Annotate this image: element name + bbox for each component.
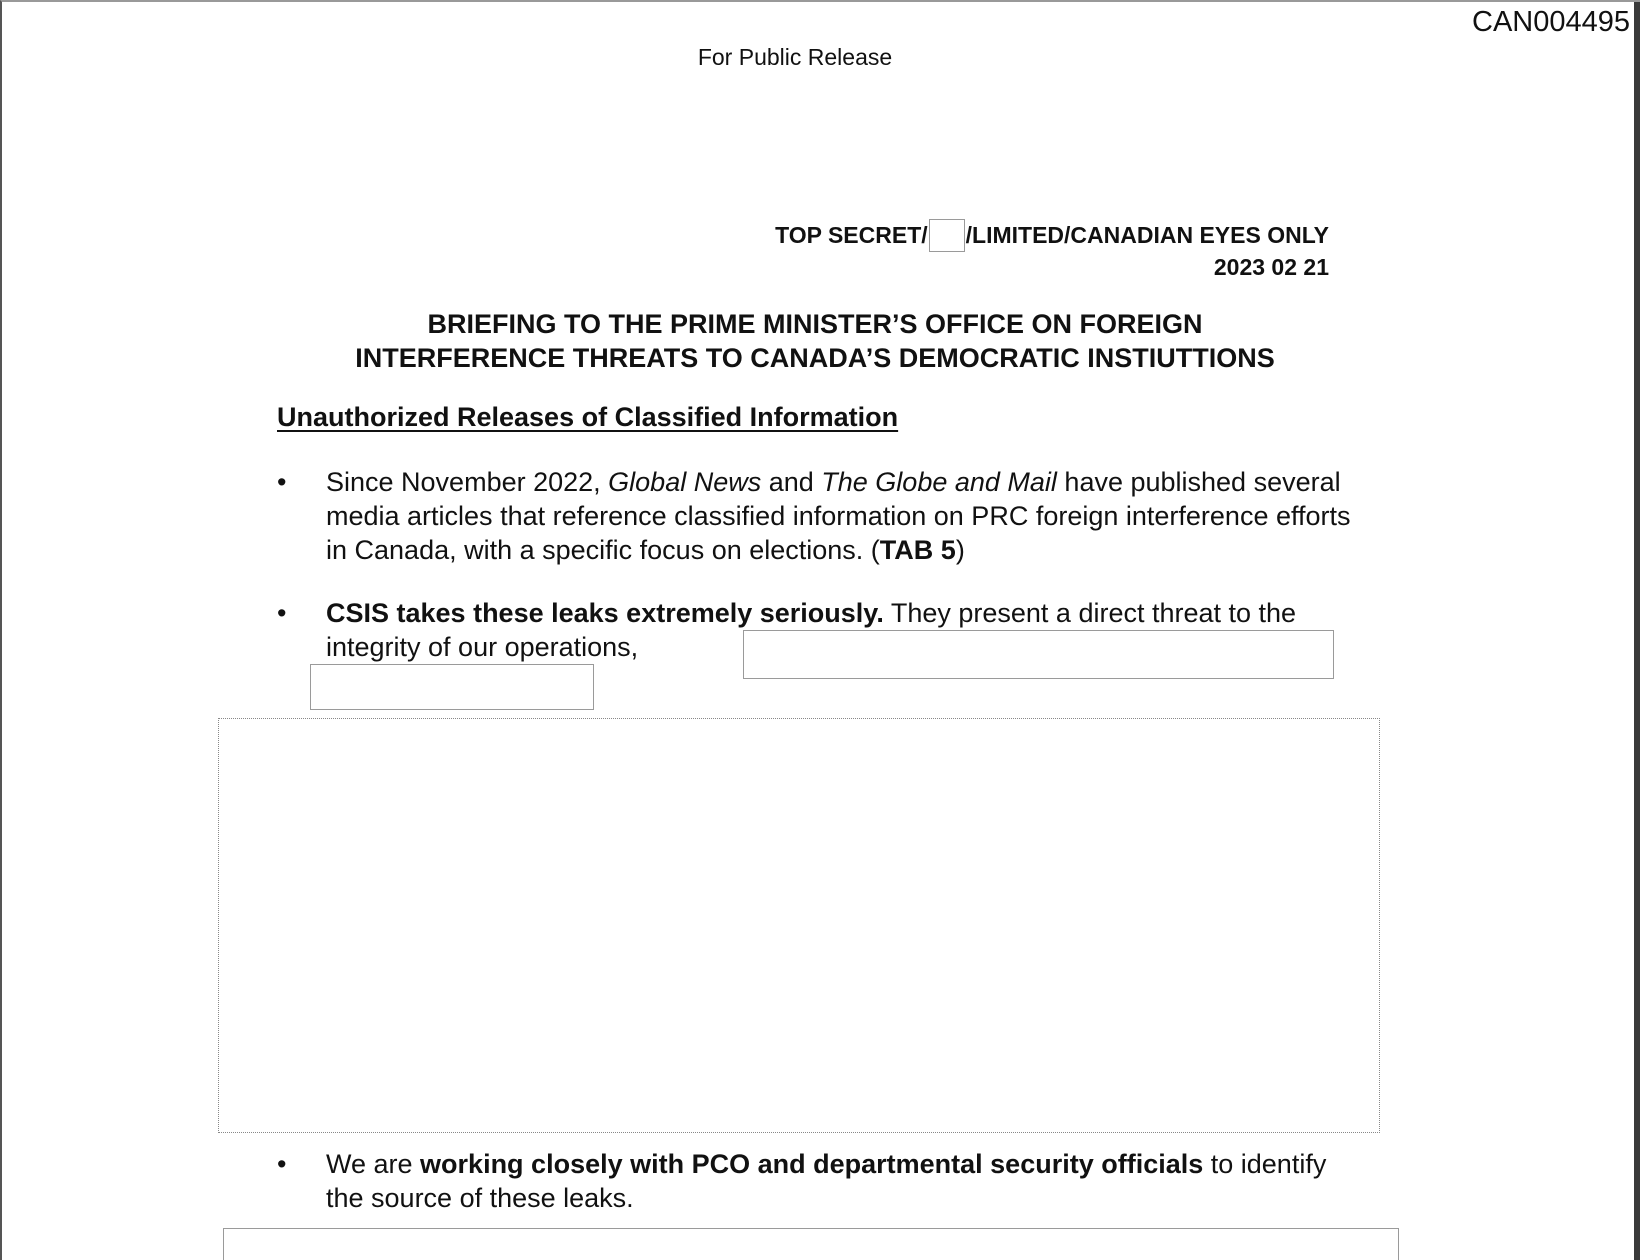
document-date: 2023 02 21 [1213, 254, 1329, 280]
page-title [2, 307, 1628, 375]
text-run: have published several media articles that reference classified information on PRC foreign interference efforts in Canada, with a specific focus on elections. ( [326, 467, 1351, 565]
text-run: We are [326, 1149, 421, 1179]
page-edge-scrollbar [1634, 2, 1640, 1260]
document-id: CAN004495 [1472, 6, 1630, 38]
title-line-1: BRIEFING TO THE PRIME MINISTER’S OFFICE ON FOREIGN [427, 309, 1203, 339]
bold-phrase: CSIS takes these leaks extremely seriously. [326, 598, 884, 628]
bullet-marker: • [277, 598, 287, 628]
text-run: They present a direct threat to the integrity of our operations, [326, 598, 1297, 662]
text-run: ) [955, 535, 965, 565]
release-label: For Public Release [697, 44, 893, 70]
classification-marking [775, 219, 1329, 252]
tab-reference: TAB 5 [879, 535, 956, 565]
classification-block [775, 219, 1329, 282]
bullet-text [326, 465, 1357, 567]
redaction-block [223, 1228, 1399, 1260]
classification-prefix: TOP SECRET/ [775, 222, 928, 248]
bullet-item [277, 465, 1357, 567]
text-run: Since November 2022, [326, 467, 609, 497]
classification-suffix: /LIMITED/CANADIAN EYES ONLY [965, 222, 1329, 248]
publication-name: The Globe and Mail [821, 467, 1057, 497]
redaction-block [218, 718, 1380, 1133]
redaction-box [929, 219, 965, 252]
text-run: and [761, 467, 822, 497]
redaction-box [310, 664, 594, 710]
bullet-text [326, 1147, 1357, 1215]
redaction-box [743, 630, 1334, 679]
title-line-2: INTERFERENCE THREATS TO CANADA’S DEMOCRATIC INSTIUTTIONS [355, 343, 1275, 373]
text-run: to identify the source of these leaks. [326, 1149, 1327, 1213]
bullet-marker: • [277, 1149, 287, 1179]
bold-phrase: working closely with PCO and departmental security officials [420, 1149, 1204, 1179]
publication-name: Global News [608, 467, 762, 497]
bullet-marker: • [277, 467, 287, 497]
section-heading: Unauthorized Releases of Classified Information [277, 402, 899, 432]
bullet-item [277, 1147, 1357, 1215]
